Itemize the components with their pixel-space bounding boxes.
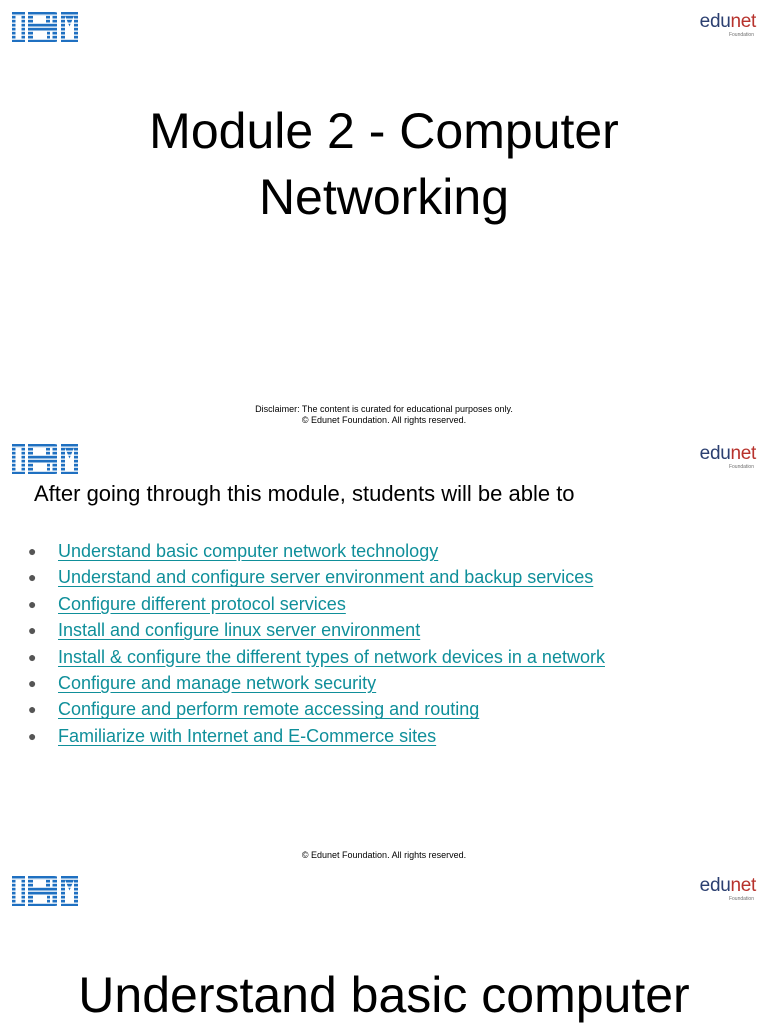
objectives-slide [0, 432, 768, 864]
ibm-logo [12, 444, 78, 474]
bullet-icon: ● [28, 727, 37, 744]
bullet-icon: ● [28, 622, 37, 639]
bullet-icon: ● [28, 674, 37, 691]
topic-heading: Understand basic computer [78, 967, 690, 1023]
ibm-logo [12, 876, 78, 906]
copyright-text: © Edunet Foundation. All rights reserved. [301, 415, 467, 425]
edunet-logo [686, 444, 756, 476]
module-title-line-1: Module 2 - Computer [149, 103, 619, 159]
edunet-logo [686, 876, 756, 908]
objective-link[interactable]: Configure and perform remote accessing and routing [58, 699, 480, 720]
objective-link[interactable]: Install & configure the different types of network devices in a network [58, 646, 605, 667]
edunet-logo-net: net [730, 11, 756, 32]
edunet-logo-subtext: Foundation [728, 896, 754, 902]
objective-link[interactable]: Familiarize with Internet and E-Commerce sites [58, 725, 437, 746]
module-title [0, 98, 768, 230]
bullet-icon: ● [28, 648, 37, 665]
edunet-logo-net: net [730, 443, 756, 464]
objective-link[interactable]: Install and configure linux server environment [58, 620, 421, 641]
objective-link[interactable]: Configure different protocol services [58, 593, 346, 614]
ibm-logo [12, 12, 78, 42]
topic-slide [0, 864, 768, 1024]
objective-link[interactable]: Understand and configure server environment and backup services [58, 567, 594, 588]
edunet-logo-net: net [730, 875, 756, 896]
objectives-intro: After going through this module, students will be able to [34, 481, 575, 506]
edunet-logo-edu: edu [699, 875, 731, 896]
edunet-logo-edu: edu [699, 11, 731, 32]
bullet-icon: ● [28, 543, 37, 559]
edunet-logo-subtext: Foundation [728, 464, 754, 470]
bullet-icon: ● [28, 569, 37, 586]
bullet-icon: ● [28, 701, 37, 718]
edunet-logo-subtext: Foundation [728, 32, 754, 38]
disclaimer-footer [0, 404, 768, 426]
objective-link[interactable]: Configure and manage network security [58, 672, 377, 693]
module-title-line-2: Networking [258, 169, 510, 225]
title-slide [0, 0, 768, 432]
edunet-logo-edu: edu [699, 443, 731, 464]
objective-link[interactable]: Understand basic computer network technology [58, 541, 439, 561]
disclaimer-text: Disclaimer: The content is curated for educational purposes only. [255, 404, 513, 414]
edunet-logo [686, 12, 756, 44]
bullet-icon: ● [28, 595, 37, 612]
copyright-footer: © Edunet Foundation. All rights reserved. [301, 850, 467, 860]
